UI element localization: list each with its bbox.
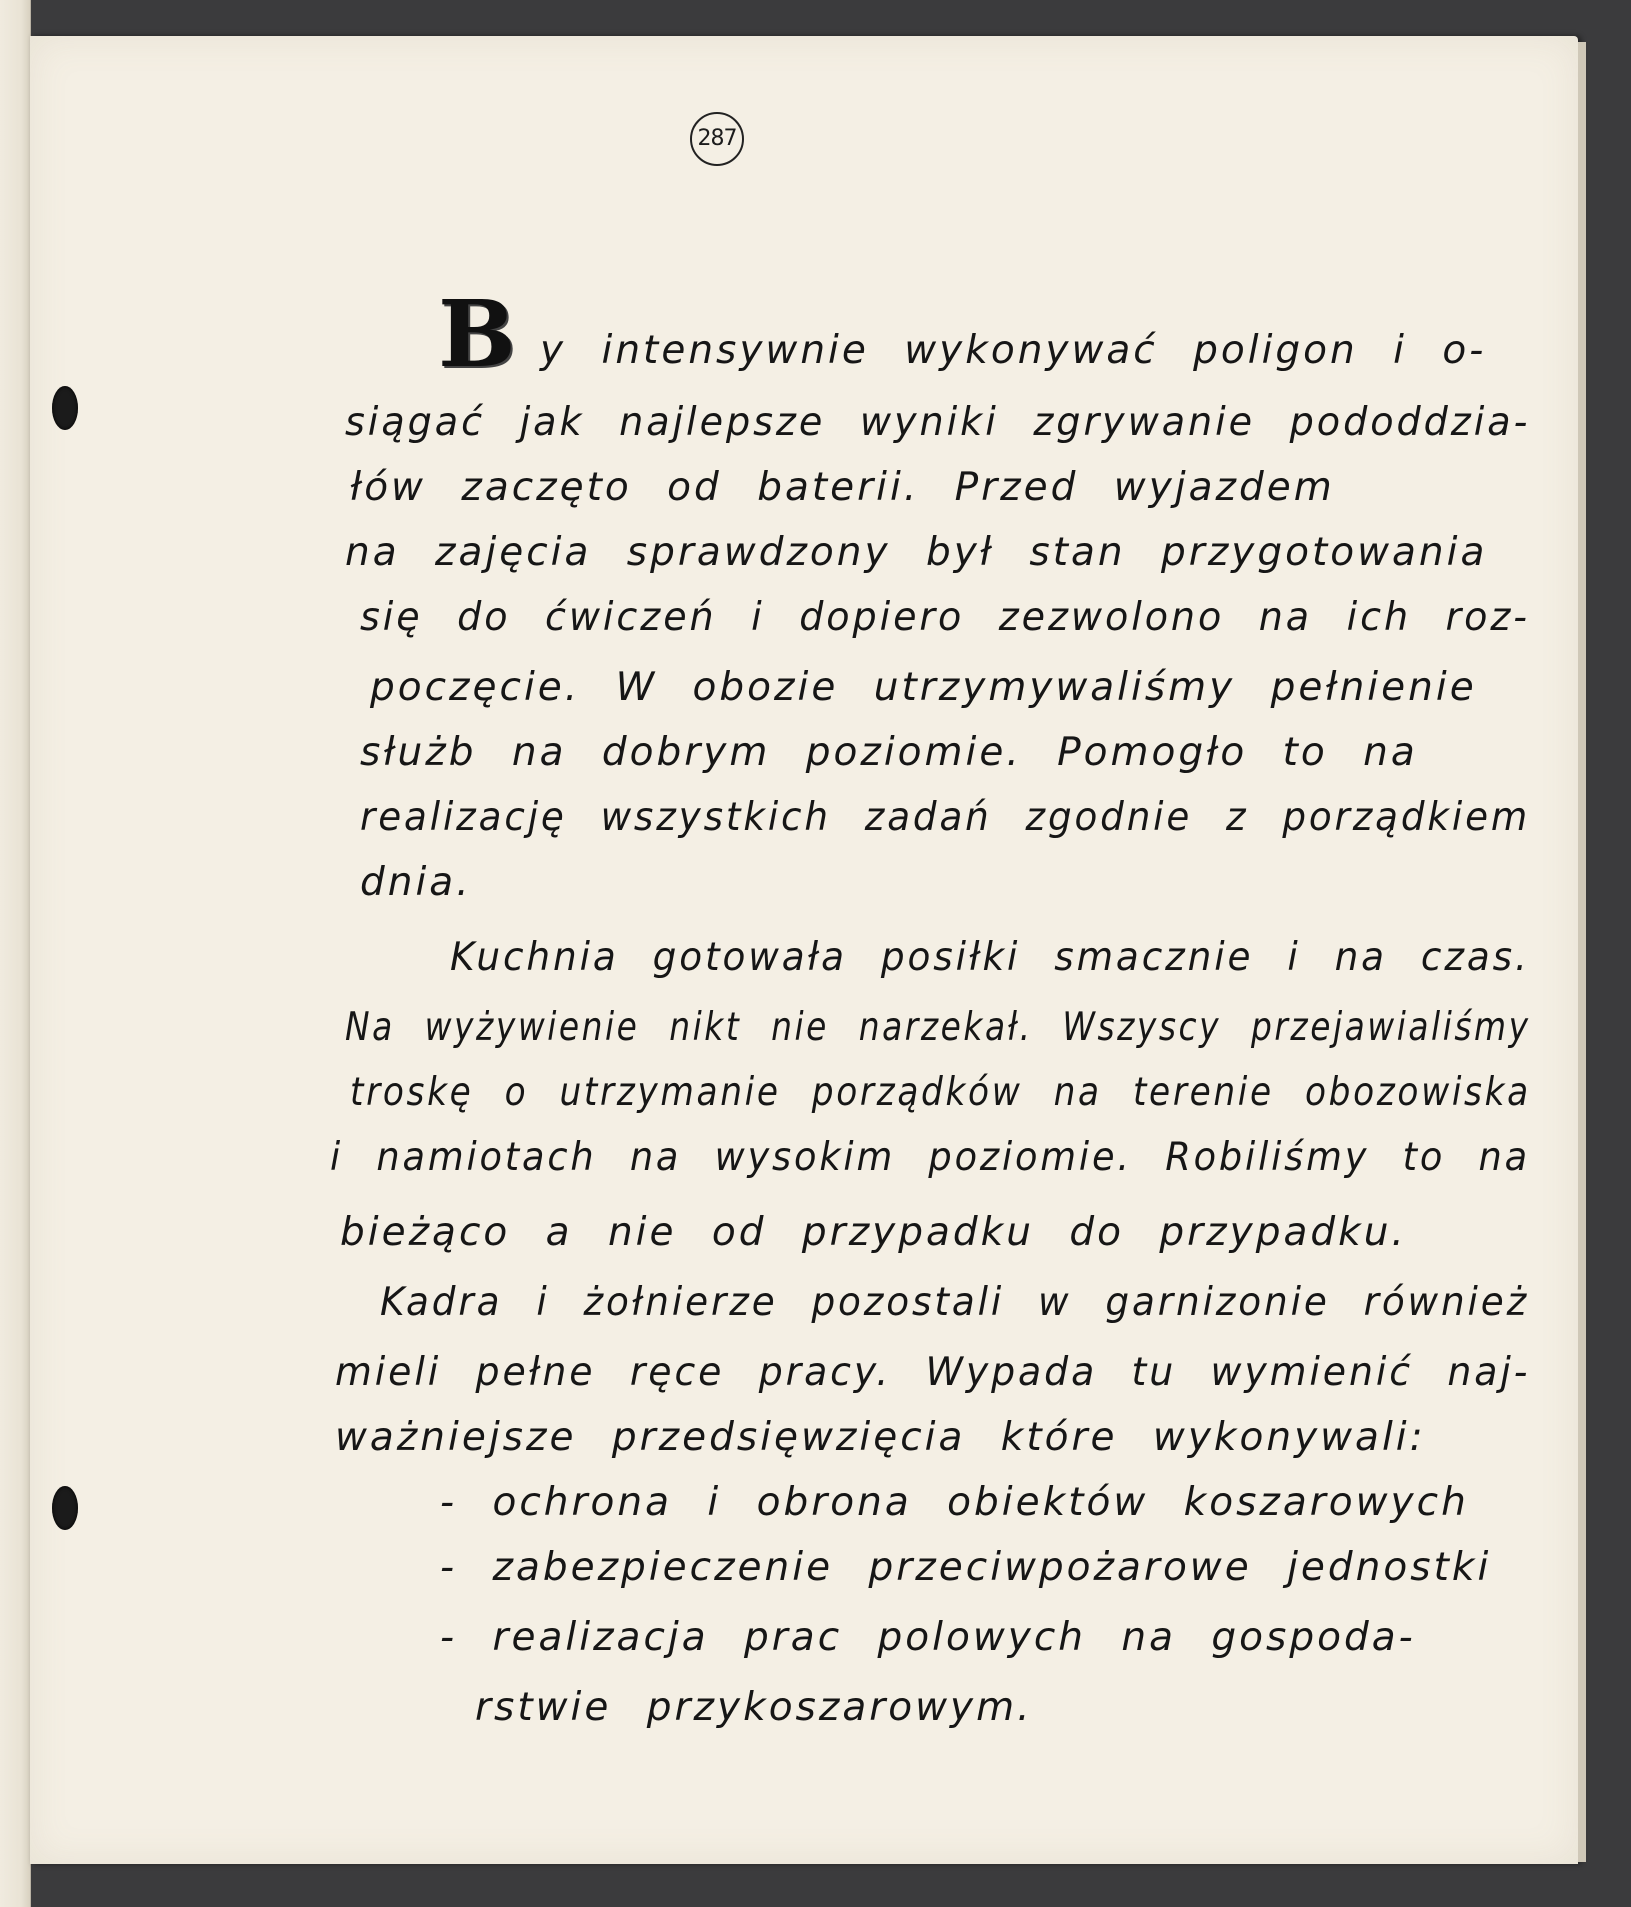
page-number: 287 [690, 112, 744, 166]
punch-hole-icon [52, 386, 78, 430]
page-edge [1578, 42, 1586, 1862]
text-line: siągać jak najlepsze wyniki zgrywanie pododdzia- [345, 400, 1531, 445]
text-line: realizację wszystkich zadań zgodnie z porządkiem [360, 795, 1531, 840]
text-line: - zabezpieczenie przeciwpożarowe jednostki [440, 1545, 1492, 1590]
text-line: dnia. [360, 860, 472, 905]
decorative-initial-letter: B [438, 280, 514, 388]
binding-strip [0, 0, 31, 1907]
punch-hole-icon [52, 1486, 78, 1530]
text-line: y intensywnie wykonywać poligon i o- [540, 328, 1487, 373]
text-line: na zajęcia sprawdzony był stan przygotowania [345, 530, 1488, 575]
text-line: - realizacja prac polowych na gospoda- [440, 1615, 1416, 1660]
text-line: służb na dobrym poziomie. Pomogło to na [360, 730, 1418, 775]
text-line: rstwie przykoszarowym. [475, 1685, 1033, 1730]
text-line: bieżąco a nie od przypadku do przypadku. [340, 1210, 1407, 1255]
text-line: Na wyżywienie nikt nie narzekał. Wszyscy przejawialiśmy [345, 1005, 1531, 1050]
text-line: poczęcie. W obozie utrzymywaliśmy pełnienie [370, 665, 1477, 710]
text-line: Kadra i żołnierze pozostali w garnizonie również [380, 1280, 1530, 1325]
text-line: ważniejsze przedsięwzięcia które wykonywali: [335, 1415, 1426, 1460]
text-line: się do ćwiczeń i dopiero zezwolono na ich roz- [360, 595, 1530, 640]
text-line: - ochrona i obrona obiektów koszarowych [440, 1480, 1469, 1525]
text-line: troskę o utrzymanie porządków na terenie obozowiska [350, 1070, 1531, 1115]
text-line: mieli pełne ręce pracy. Wypada tu wymienić naj- [335, 1350, 1531, 1395]
text-line: Kuchnia gotowała posiłki smacznie i na czas. [450, 935, 1530, 980]
text-line: i namiotach na wysokim poziomie. Robiliśmy to na [330, 1135, 1530, 1180]
text-line: łów zaczęto od baterii. Przed wyjazdem [350, 465, 1335, 510]
